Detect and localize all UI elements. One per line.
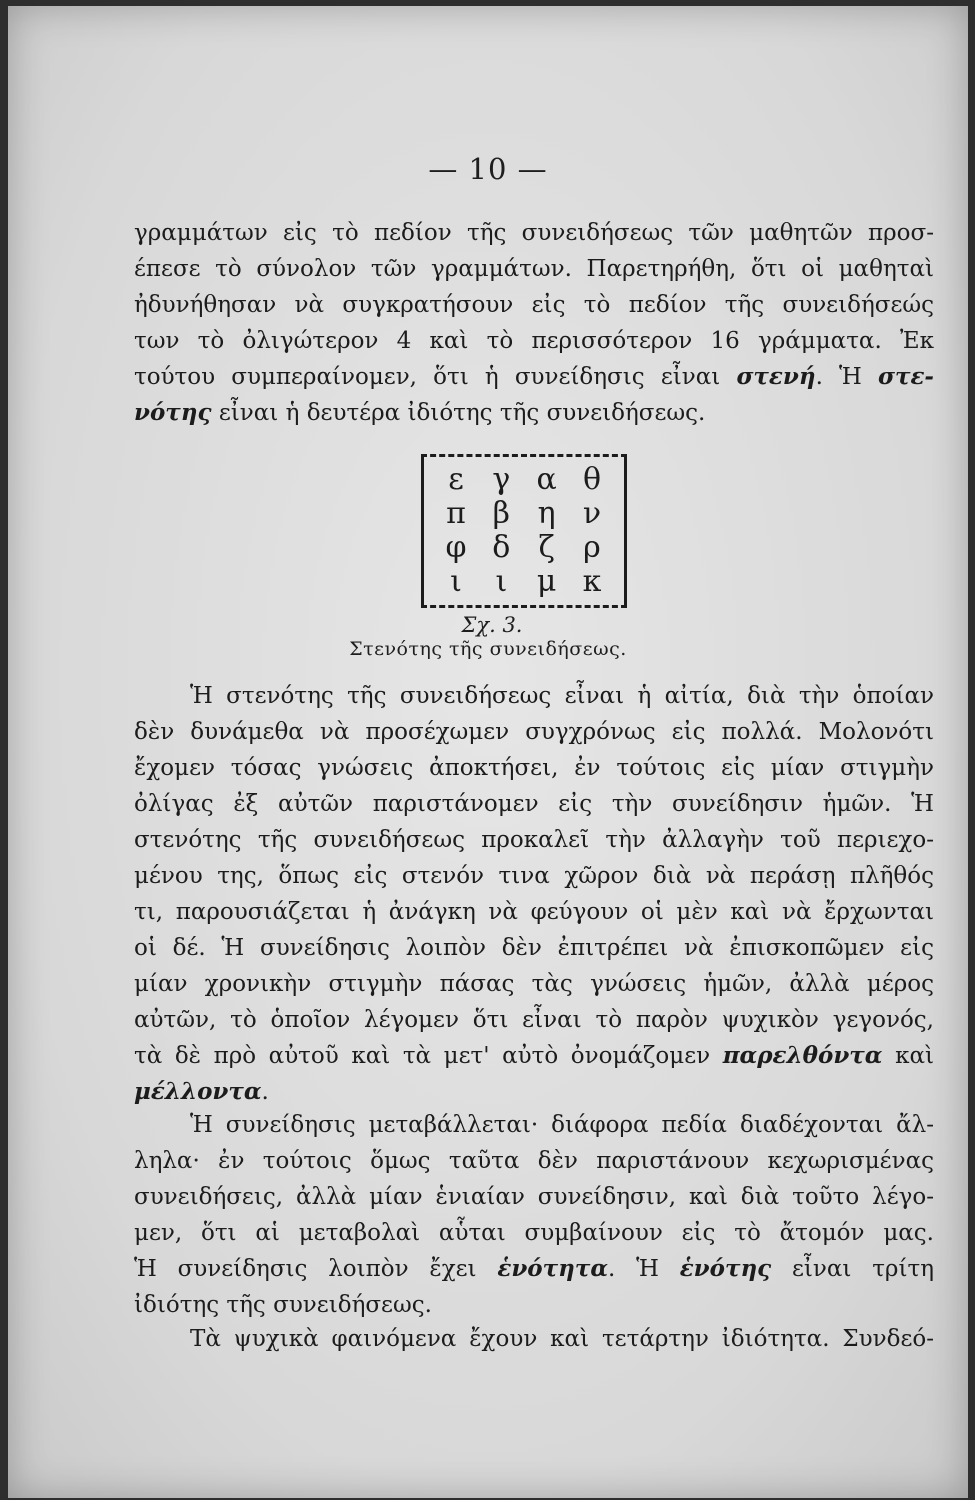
text-line <box>134 1041 934 1071</box>
emphasis-term: μέλλοντα <box>134 1078 262 1105</box>
text-run: . Ἡ <box>815 364 879 390</box>
emphasis-term: νότης <box>134 399 212 426</box>
grid-letter: ζ <box>538 530 555 565</box>
grid-letter: ρ <box>583 530 601 565</box>
text-line: ἠδυνήθησαν νὰ συγκρατήσουν εἰς τὸ πεδίον τῆς συνειδήσεώς <box>134 292 934 318</box>
text-line: μίαν χρονικὴν στιγμὴν πάσας τὰς γνώσεις ἡμῶν, ἀλλὰ μέρος <box>134 971 934 997</box>
grid-letter: δ <box>492 530 511 565</box>
book-page <box>8 6 968 1498</box>
grid-letter: θ <box>582 462 602 497</box>
grid-letter: β <box>492 496 510 531</box>
grid-letter: ι <box>450 564 462 599</box>
figure-bottom-border <box>421 605 627 608</box>
text-line: τι, παρουσιάζεται ἡ ἀνάγκη νὰ φεύγουν οἱ μὲν καὶ νὰ ἔρχωνται <box>134 899 934 925</box>
grid-letter: κ <box>582 564 602 599</box>
grid-letter: ι <box>495 564 508 599</box>
text-run: τούτου συμπεραίνομεν, ὅτι ἡ συνείδησις εἶναι <box>134 364 737 390</box>
text-line: ἔχομεν τόσας γνώσεις ἀποκτήσει, ἐν τούτοις εἰς μίαν στιγμὴν <box>134 755 934 781</box>
text-line: στενότης τῆς συνειδήσεως προκαλεῖ τὴν ἀλλαγὴν τοῦ περιεχο- <box>134 827 934 853</box>
text-line: γραμμάτων εἰς τὸ πεδίον τῆς συνειδήσεως τῶν μαθητῶν προσ- <box>134 220 934 246</box>
text-line <box>134 362 934 392</box>
text-line: Τὰ ψυχικὰ φαινόμενα ἔχουν καὶ τετάρτην ἰδιότητα. Συνδεό- <box>190 1326 934 1352</box>
page-number: — 10 — <box>428 152 548 186</box>
text-line: ἰδιότης τῆς συνειδήσεως. <box>134 1292 432 1318</box>
letter-grid-row <box>436 463 612 497</box>
text-run: τὰ δὲ πρὸ αὐτοῦ καὶ τὰ μετ' αὐτὸ ὀνομάζομεν <box>134 1043 723 1069</box>
grid-letter: α <box>536 462 557 497</box>
figure-caption: Στενότης τῆς συνειδήσεως. <box>349 638 627 660</box>
grid-letter: η <box>537 496 556 531</box>
text-line: έπεσε τὸ σύνολον τῶν γραμμάτων. Παρετηρήθη, ὅτι οἱ μαθηταὶ <box>134 256 934 282</box>
text-line: ὀλίγας ἐξ αὐτῶν παριστάνομεν εἰς τὴν συνείδησιν ἡμῶν. Ἡ <box>134 791 934 817</box>
grid-letter: μ <box>536 564 557 599</box>
grid-letter: φ <box>445 530 467 565</box>
emphasis-term: ἑνότητα <box>497 1255 609 1282</box>
grid-letter: π <box>446 496 466 531</box>
text-run: εἶναι τρίτη <box>771 1256 934 1282</box>
grid-letter: γ <box>492 462 511 497</box>
text-line: των τὸ ὀλιγώτερον 4 καὶ τὸ περισσότερον 16 γράμματα. Ἐκ <box>134 328 934 354</box>
emphasis-term: ἑνότης <box>679 1255 772 1282</box>
grid-letter: ε <box>448 462 464 497</box>
letter-grid-row <box>436 565 612 599</box>
letter-grid-row <box>436 531 612 565</box>
text-run: εἶναι ἡ δευτέρα ἰδιότης τῆς συνειδήσεως. <box>211 400 706 426</box>
text-line: μεν, ὅτι αἱ μεταβολαὶ αὗται συμβαίνουν εἰς τὸ ἄτομόν μας. <box>134 1220 934 1246</box>
emphasis-term: στενή <box>736 363 816 390</box>
text-line: Ἡ συνείδησις μεταβάλλεται· διάφορα πεδία διαδέχονται ἄλ- <box>190 1112 934 1138</box>
figure-number: Σχ. 3. <box>461 613 523 637</box>
letter-grid-row <box>436 497 612 531</box>
emphasis-term: παρελθόντα <box>722 1042 883 1069</box>
emphasis-term: στε- <box>878 363 934 390</box>
text-run: καὶ <box>882 1043 934 1069</box>
text-line: οἱ δέ. Ἡ συνείδησις λοιπὸν δὲν ἐπιτρέπει νὰ ἐπισκοπῶμεν εἰς <box>134 935 934 961</box>
text-run: Ἡ συνείδησις λοιπὸν ἔχει <box>134 1256 498 1282</box>
text-line: συνειδήσεις, ἀλλὰ μίαν ἑνιαίαν συνείδησιν, καὶ διὰ τοῦτο λέγο- <box>134 1184 934 1210</box>
text-line <box>134 1077 269 1107</box>
grid-letter: ν <box>582 496 602 531</box>
text-line: δὲν δυνάμεθα νὰ προσέχωμεν συγχρόνως εἰς πολλά. Μολονότι <box>134 719 934 745</box>
text-line <box>134 1254 934 1284</box>
text-line: μένου της, ὅπως εἰς στενόν τινα χῶρον διὰ νὰ περάσῃ πλῆθός <box>134 863 934 889</box>
text-line: Ἡ στενότης τῆς συνειδήσεως εἶναι ἡ αἰτία, διὰ τὴν ὁποίαν <box>190 683 934 709</box>
figure-top-border <box>421 454 627 457</box>
letter-grid-figure <box>421 457 627 605</box>
text-line: ληλα· ἐν τούτοις ὅμως ταῦτα δὲν παριστάνουν κεχωρισμένας <box>134 1148 934 1174</box>
text-line <box>134 398 705 428</box>
text-line: αὐτῶν, τὸ ὁποῖον λέγομεν ὅτι εἶναι τὸ παρὸν ψυχικὸν γεγονός, <box>134 1007 934 1033</box>
text-run: . <box>261 1079 269 1105</box>
text-run: . Ἡ <box>608 1256 680 1282</box>
